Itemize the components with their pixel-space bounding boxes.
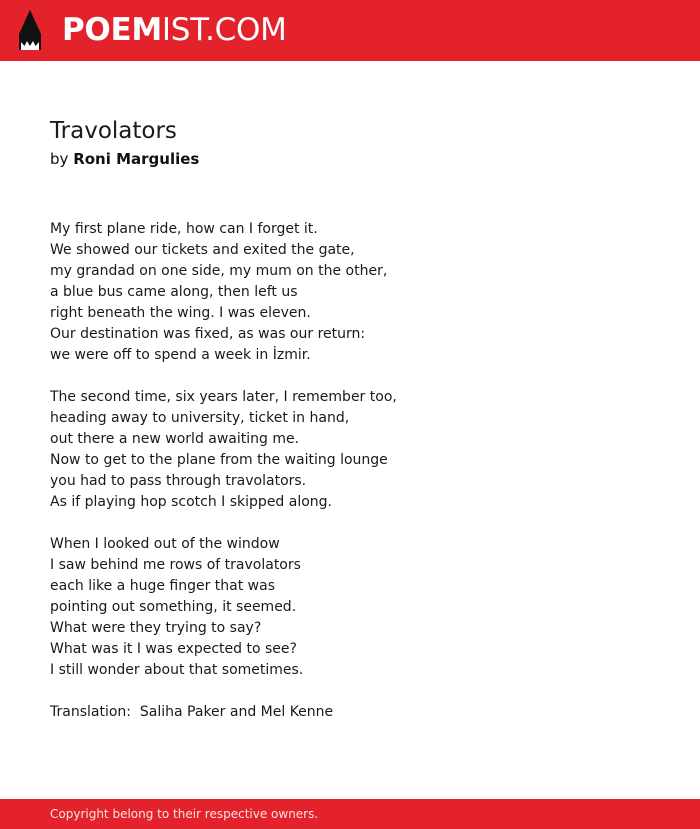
poem-line: As if playing hop scotch I skipped along. (50, 494, 333, 510)
copyright-notice: Copyright belong to their respective owners. (50, 807, 319, 821)
site-footer (0, 799, 700, 829)
poem-line: each like a huge finger that was (50, 578, 275, 594)
stanza-1 (50, 219, 670, 366)
site-logo-text[interactable] (62, 12, 287, 48)
poem-line: a blue bus came along, then left us (50, 284, 298, 300)
poem-author: Roni Margulies (73, 150, 200, 168)
poem-byline (50, 149, 199, 169)
poem-line: you had to pass through travolators. (50, 473, 307, 489)
poem-line: Now to get to the plane from the waiting lounge (50, 452, 388, 468)
brand-bold-text: POEM (62, 12, 162, 48)
poem-line: right beneath the wing. I was eleven. (50, 305, 311, 321)
poem-line: We showed our tickets and exited the gate, (50, 242, 355, 258)
stanza-3 (50, 534, 670, 681)
poem-line: I still wonder about that sometimes. (50, 662, 304, 678)
poem-line: What were they trying to say? (50, 620, 262, 636)
poem-line: out there a new world awaiting me. (50, 431, 300, 447)
poem-body (50, 219, 670, 723)
brand-light-text: IST.COM (161, 12, 287, 48)
poem-line: my grandad on one side, my mum on the other, (50, 263, 388, 279)
stanza-2 (50, 387, 670, 513)
pencil-icon[interactable] (18, 9, 42, 51)
translation-credit: Translation: Saliha Paker and Mel Kenne (50, 704, 334, 720)
poem-line: I saw behind me rows of travolators (50, 557, 301, 573)
poem-title: Travolators (50, 118, 177, 144)
poem-line: pointing out something, it seemed. (50, 599, 297, 615)
poem-line: What was it I was expected to see? (50, 641, 297, 657)
poem-line: When I looked out of the window (50, 536, 280, 552)
poem-line: we were off to spend a week in İzmir. (50, 347, 311, 363)
poem-line: Our destination was fixed, as was our return: (50, 326, 366, 342)
byline-prefix: by (50, 150, 69, 168)
poem-line: My first plane ride, how can I forget it. (50, 221, 318, 237)
poem-line: heading away to university, ticket in hand, (50, 410, 350, 426)
poem-line: The second time, six years later, I remember too, (50, 389, 397, 405)
site-header (0, 0, 700, 61)
